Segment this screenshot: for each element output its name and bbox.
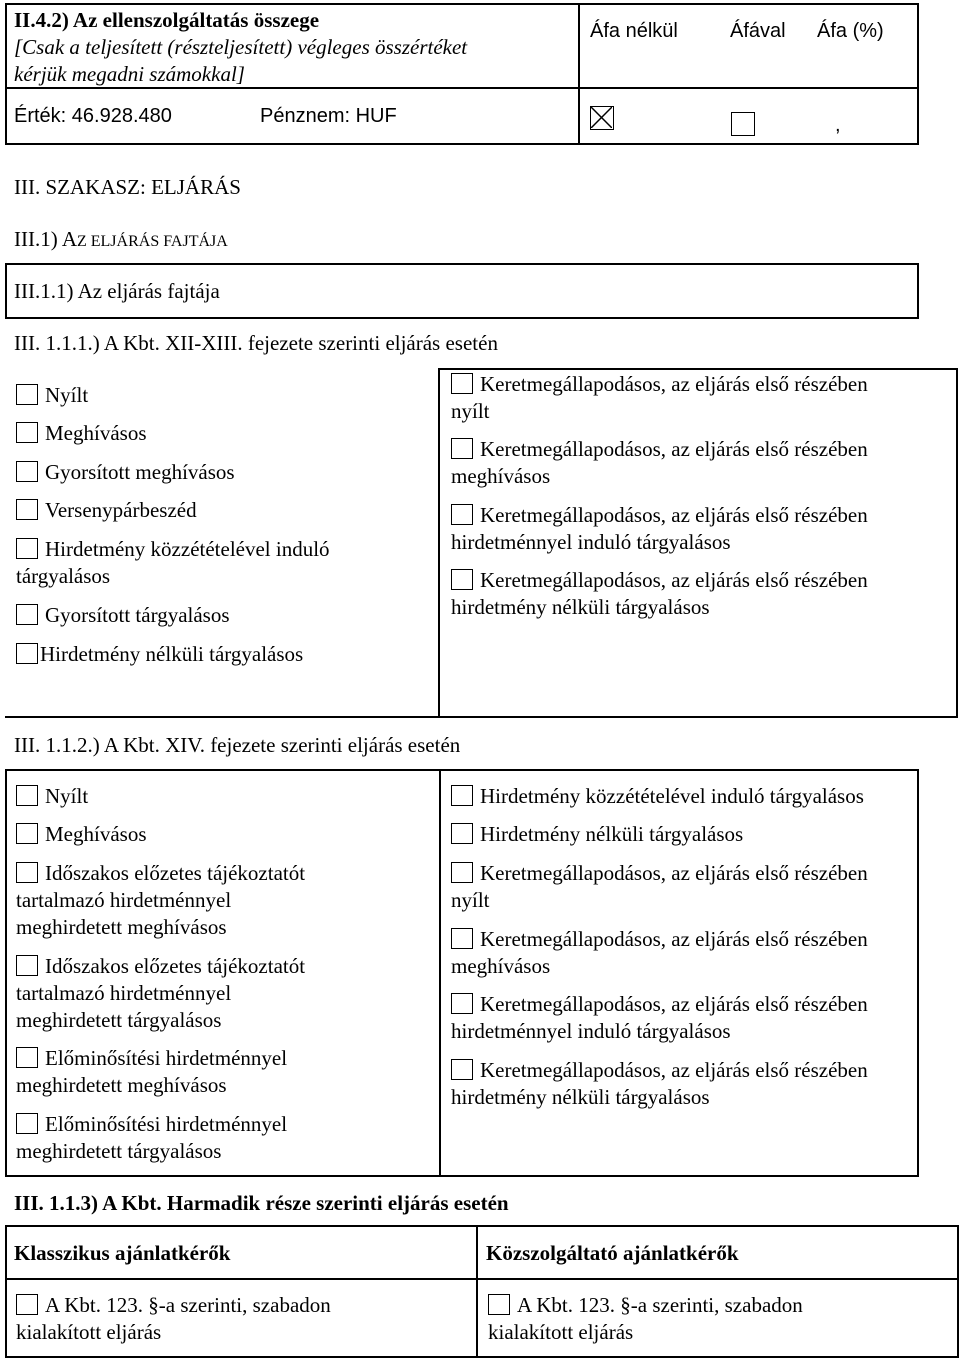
option-gyorsitott-meghivasos[interactable]: Gyorsított meghívásos [16,459,235,486]
box-border-bottom [5,317,919,319]
option-gyorsitott-targyalasos[interactable]: Gyorsított tárgyalásos [16,602,230,629]
option-xiv-elominositesi-meghivasos[interactable]: Előminősítési hirdetménnyel meghirdetett meghívásos [16,1046,288,1097]
checkbox[interactable] [16,461,38,482]
col-afa-nelkul: Áfa nélkül [590,20,678,42]
grid-1111-divider [438,368,440,718]
grid-1112-divider [439,769,441,1177]
section-subtitle-line1: [Csak a teljesített (részteljesített) végleges összértéket [14,35,468,59]
afa-nelkul-checkbox-checked[interactable] [590,106,614,130]
checkmark-x-icon [591,107,612,128]
section-1111-heading: III. 1.1.1.) A Kbt. XII-XIII. fejezete szerinti eljárás esetén [14,331,498,355]
checkbox[interactable] [16,538,38,559]
checkbox[interactable] [16,1047,38,1068]
col-afa-pct: Áfa (%) [817,20,884,42]
checkbox[interactable] [451,373,473,394]
grid-1112-bottom [5,1175,919,1177]
option-xiv-hirdetmeny-nelkuli[interactable]: Hirdetmény nélküli tárgyalásos [451,821,743,848]
checkbox[interactable] [16,499,38,520]
checkbox[interactable] [451,504,473,525]
checkbox[interactable] [451,785,473,806]
col-kozszolgaltato: Közszolgáltató ajánlatkérők [486,1241,739,1265]
option-meghivasos[interactable]: Meghívásos [16,420,147,447]
col-klasszikus: Klasszikus ajánlatkérők [14,1241,231,1265]
section-1112-heading: III. 1.1.2.) A Kbt. XIV. fejezete szerinti eljárás esetén [14,733,461,757]
option-keret-meghivasos[interactable]: Keretmegállapodásos, az eljárás első részében meghívásos [451,437,868,488]
option-keret-hirdetmeny-nelkuli[interactable]: Keretmegállapodásos, az eljárás első részében hirdetmény nélküli tárgyalásos [451,568,868,619]
option-xiv-nyilt[interactable]: Nyílt [16,783,88,810]
checkbox[interactable] [16,862,38,883]
option-kozszolgaltato-123[interactable]: A Kbt. 123. §-a szerinti, szabadon kialakított eljárás [488,1293,803,1344]
option-xiv-meghivasos[interactable]: Meghívásos [16,821,147,848]
box-border-right [917,263,919,319]
grid-1113-bottom [5,1356,959,1358]
checkbox[interactable] [451,928,473,949]
option-xiv-idoszakos-meghivasos[interactable]: Időszakos előzetes tájékoztatót tartalmazó hirdetménnyel meghirdetett meghívásos [16,861,306,939]
grid-1113-top [5,1225,959,1227]
grid-1112-top [5,769,919,771]
option-xiv-elominositesi-targyalasos[interactable]: Előminősítési hirdetménnyel meghirdetett tárgyalásos [16,1112,288,1163]
checkbox[interactable] [16,823,38,844]
section-1113-heading: III. 1.1.3) A Kbt. Harmadik része szerinti eljárás esetén [14,1191,509,1215]
grid-1112-left [5,769,7,1177]
table-border-top [5,3,919,5]
section-iii-heading: III. SZAKASZ: ELJÁRÁS [14,175,241,199]
option-xiv-hirdetmeny-kozzetetelevel[interactable]: Hirdetmény közzétételével induló tárgyalásos [451,783,864,810]
checkbox[interactable] [451,438,473,459]
table-border-divider [578,3,580,145]
box-border-top [5,263,919,265]
box-border-left [5,263,7,319]
checkbox[interactable] [16,422,38,443]
option-xiv-keret-meghivasos[interactable]: Keretmegállapodásos, az eljárás első részében meghívásos [451,927,868,978]
checkbox[interactable] [16,604,38,625]
grid-1113-divider [476,1225,478,1358]
option-klasszikus-123[interactable]: A Kbt. 123. §-a szerinti, szabadon kialakított eljárás [16,1293,331,1344]
grid-1113-left [5,1225,7,1358]
checkbox[interactable] [16,1113,38,1134]
option-keret-hirdetmennyel[interactable]: Keretmegállapodásos, az eljárás első részében hirdetménnyel induló tárgyalásos [451,503,868,554]
checkbox[interactable] [451,993,473,1014]
grid-1112-right [917,769,919,1177]
ertek-value: Érték: 46.928.480 [14,105,172,127]
grid-1113-right [957,1225,959,1358]
option-xiv-idoszakos-targyalasos[interactable]: Időszakos előzetes tájékoztatót tartalmazó hirdetménnyel meghirdetett tárgyalásos [16,954,306,1032]
checkbox[interactable] [16,384,38,405]
option-hirdetmeny-kozzetetelevel[interactable]: Hirdetmény közzétételével induló tárgyalásos [16,537,330,588]
checkbox[interactable] [451,1059,473,1080]
checkbox[interactable] [16,1294,38,1315]
option-xiv-keret-hirdetmeny-nelkuli[interactable]: Keretmegállapodásos, az eljárás első részében hirdetmény nélküli tárgyalásos [451,1058,868,1109]
checkbox[interactable] [16,955,38,976]
penznem-value: Pénznem: HUF [260,105,397,127]
table-border-bottom [5,143,919,145]
eljaras-fajtaja-label: III.1.1) Az eljárás fajtája [14,279,220,303]
section-title: II.4.2) Az ellenszolgáltatás összege [14,8,320,32]
grid-1111-top-right [438,368,958,370]
option-hirdetmeny-nelkuli[interactable]: Hirdetmény nélküli tárgyalásos [16,641,303,668]
grid-1111-bottom [5,716,958,718]
section-subtitle-line2: kérjük megadni számokkal] [14,62,245,86]
option-xiv-keret-nyilt[interactable]: Keretmegállapodásos, az eljárás első részében nyílt [451,861,868,912]
grid-1113-middle [5,1278,959,1280]
checkbox[interactable] [16,643,38,664]
option-nyilt[interactable]: Nyílt [16,382,88,409]
table-border-left [5,3,7,145]
option-keret-nyilt[interactable]: Keretmegállapodásos, az eljárás első részében nyílt [451,372,868,423]
afaval-checkbox[interactable] [731,112,755,136]
checkbox[interactable] [451,862,473,883]
section-iii-1-heading: III.1) AZ ELJÁRÁS FAJTÁJA [14,227,228,251]
table-border-right [917,3,919,145]
afa-pct-value: , [835,114,841,136]
checkbox[interactable] [488,1294,510,1315]
option-xiv-keret-hirdetmennyel[interactable]: Keretmegállapodásos, az eljárás első részében hirdetménnyel induló tárgyalásos [451,992,868,1043]
option-versenyparbeszed[interactable]: Versenypárbeszéd [16,497,197,524]
checkbox[interactable] [451,569,473,590]
checkbox[interactable] [16,785,38,806]
checkbox[interactable] [451,823,473,844]
grid-1111-right [956,368,958,718]
col-afaval: Áfával [730,20,786,42]
